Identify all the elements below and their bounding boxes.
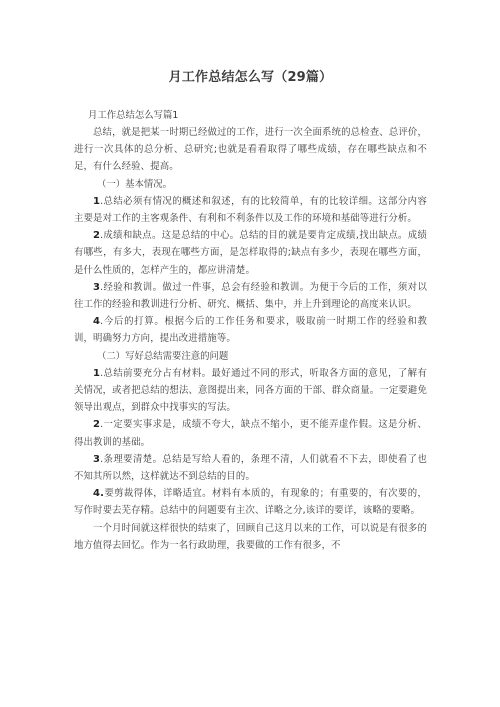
page-title: 月工作总结怎么写（29篇） bbox=[168, 70, 333, 85]
item-number: 2 bbox=[93, 419, 101, 431]
list-item bbox=[74, 227, 427, 279]
list-item bbox=[74, 416, 427, 450]
list-item bbox=[74, 313, 427, 347]
intro-paragraph: 总结，就是把某一时期已经做过的工作，进行一次全面系统的总检查、总评价，进行一次具体的总分析、总研究;也就是看看取得了哪些成绩，存在哪些缺点和不足，有什么经验、提高。 bbox=[74, 127, 427, 173]
item-text: .总结前要充分占有材料。最好通过不同的形式，听取各方面的意见，了解有关情况，或者把总结的想法、意图提出来，同各方面的干部、群众商量。一定要避免领导出观点，到群众中找事实的写法。 bbox=[74, 367, 427, 414]
item-number: 3 bbox=[93, 453, 101, 465]
item-number: 4 bbox=[93, 316, 101, 328]
list-item bbox=[74, 279, 427, 313]
item-text: .一定要实事求是，成绩不夸大，缺点不缩小，更不能弄虚作假。这是分析、得出教训的基础。 bbox=[74, 419, 427, 448]
item-text: .成绩和缺点。这是总结的中心。总结的目的就是要肯定成绩,找出缺点。成绩有哪些，有多大，表现在哪些方面，是怎样取得的;缺点有多少，表现在哪些方面，是什么性质的，怎样产生的，都应讲清楚。 bbox=[74, 230, 427, 276]
list-item bbox=[74, 193, 427, 227]
article-subtitle: 月工作总结怎么写篇1 bbox=[88, 110, 179, 121]
list-item bbox=[74, 365, 427, 417]
closing-paragraph: 一个月时间就这样很快的结束了，回顾自己这月以来的工作，可以说是有很多的地方值得去回忆。作为一名行政助理，我要做的工作有很多，不 bbox=[74, 522, 427, 551]
item-text: 要剪裁得体，详略适宜。材料有本质的，有现象的；有重要的，有次要的，写作时要去芜存精。总结中的问题要有主次、详略之分,该详的要详，该略的要略。 bbox=[74, 488, 427, 517]
item-text: .总结必须有情况的概述和叙述，有的比较简单，有的比较详细。这部分内容主要是对工作的主客观条件、有利和不利条件以及工作的环境和基础等进行分析。 bbox=[74, 195, 427, 225]
item-number: 4. bbox=[93, 488, 105, 500]
section-heading-basic: （一）基本情况。 bbox=[97, 178, 173, 190]
item-text: .今后的打算。根据今后的工作任务和要求，吸取前一时期工作的经验和教训，明确努力方向，提出改进措施等。 bbox=[74, 316, 427, 345]
item-number: 3 bbox=[93, 281, 101, 293]
list-item bbox=[74, 451, 427, 485]
list-item bbox=[74, 485, 427, 519]
section-heading-notes: （二）写好总结需要注意的问题 bbox=[97, 350, 229, 362]
item-text: .条理要清楚。总结是写给人看的，条理不清，人们就看不下去，即使看了也不知其所以然，这样就达不到总结的目的。 bbox=[74, 453, 427, 483]
item-number: 2 bbox=[93, 230, 101, 242]
item-number: 1 bbox=[93, 195, 101, 207]
item-number: 1 bbox=[93, 367, 101, 379]
item-text: .经验和教训。做过一件事，总会有经验和教训。为便于今后的工作，须对以往工作的经验和教训进行分析、研究、概括、集中，并上升到理论的高度来认识。 bbox=[74, 281, 427, 311]
